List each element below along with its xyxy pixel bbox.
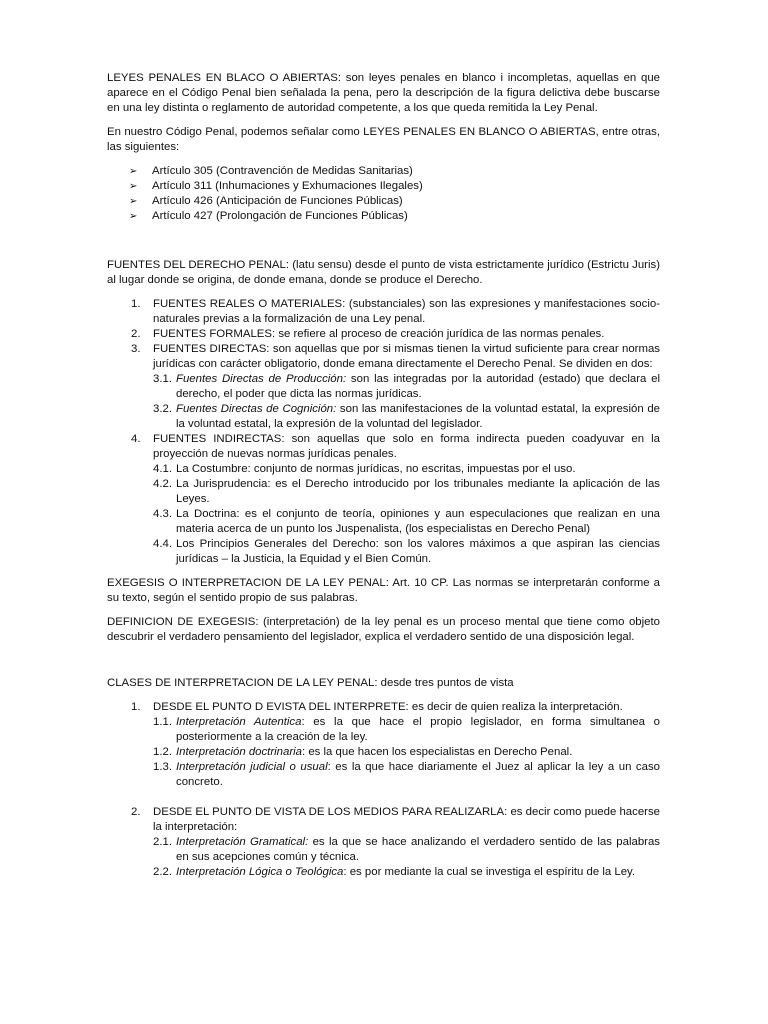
paragraph-fuentes-intro: FUENTES DEL DERECHO PENAL: (latu sensu) desde el punto de vista estrictamente jurídico (Estrictu Juris) al lugar donde se origina, de donde emana, donde se produce el Derecho. xyxy=(107,259,660,286)
medios-sublist xyxy=(153,835,660,880)
arrow-bullet-icon: ➢ xyxy=(129,166,138,177)
directas-sublist xyxy=(153,372,660,432)
list-item: ➢ Artículo 305 (Contravención de Medidas Sanitarias) xyxy=(129,165,413,177)
list-item: 1.1. Interpretación Autentica: es la que hace el propio legislador, en forma simultanea o posteriormente a la creación de la ley. xyxy=(153,716,660,743)
list-item: 1. DESDE EL PUNTO D EVISTA DEL INTERPRETE: es decir de quien realiza la interpretación. 1.1. Interpretación Autentica: es la que hace el propio legislador, en forma simultanea o posteriormente a la creación de la ley. 1.2. Interpretación doctrinaria: es la que hacen los especialistas en Derecho Penal. 1.3. Interpretación judicial o usual: es la que hace diariamente el Juez al aplicar la ley a un caso concreto. xyxy=(131,701,660,788)
list-item: ➢ Artículo 311 (Inhumaciones y Exhumaciones Ilegales) xyxy=(129,180,423,192)
list-item: ➢ Artículo 427 (Prolongación de Funciones Públicas) xyxy=(129,210,408,222)
articulos-list xyxy=(107,164,660,224)
list-item: 2. DESDE EL PUNTO DE VISTA DE LOS MEDIOS PARA REALIZARLA: es decir como puede hacerse la interpretación: 2.1. Interpretación Gramatical: es la que se hace analizando el verdadero sentido de las palabras en sus acepciones común y técnica. 2.2. Interpretación Lógica o Teológica: es por mediante la cual se investiga el espíritu de la Ley. xyxy=(131,806,660,878)
paragraph-exegesis: EXEGESIS O INTERPRETACION DE LA LEY PENAL: Art. 10 CP. Las normas se interpretarán conforme a su texto, según el sentido propio de sus palabras. xyxy=(107,577,660,604)
list-item: 4.2. La Jurisprudencia: es el Derecho introducido por los tribunales mediante la aplicación de las Leyes. xyxy=(153,478,660,505)
list-item: 4.1. La Costumbre: conjunto de normas jurídicas, no escritas, impuestas por el uso. xyxy=(153,463,576,475)
list-item: 4.4. Los Principios Generales del Derecho: son los valores máximos a que aspiran las ciencias jurídicas – la Justicia, la Equidad y el Bien Común. xyxy=(153,538,660,565)
paragraph-definicion-exegesis: DEFINICION DE EXEGESIS: (interpretación) de la ley penal es un proceso mental que tiene como objeto descubrir el verdadero pensamiento del legislador, explica el verdadero sentido de una disposición legal. xyxy=(107,616,660,643)
list-item: 1.3. Interpretación judicial o usual: es la que hace diariamente el Juez al aplicar la ley a un caso concreto. xyxy=(153,761,660,788)
arrow-bullet-icon: ➢ xyxy=(129,196,138,207)
list-item: 3. FUENTES DIRECTAS: son aquellas que por si mismas tienen la virtud suficiente para crear normas jurídicas con carácter obligatorio, donde emana directamente el Derecho Penal. Se dividen en dos: 3.1. Fuentes Directas de Producción: son las integradas por la autoridad (estado) que declara el derecho, el poder que dicta las normas jurídicas. 3.2. Fuentes Directas de Cognición: son las manifestaciones de la voluntad estatal, la expresión de la voluntad estatal, la expresión de la voluntad del legislador. xyxy=(131,343,661,430)
arrow-bullet-icon: ➢ xyxy=(129,211,138,222)
list-item: 1.2. Interpretación doctrinaria: es la que hacen los especialistas en Derecho Penal. xyxy=(153,746,573,758)
fuentes-list xyxy=(107,297,660,567)
indirectas-sublist xyxy=(153,462,660,567)
arrow-bullet-icon: ➢ xyxy=(129,181,138,192)
paragraph-clases-intro: CLASES DE INTERPRETACION DE LA LEY PENAL: desde tres puntos de vista xyxy=(107,677,514,689)
list-item: 4. FUENTES INDIRECTAS: son aquellas que solo en forma indirecta pueden coadyuvar en la proyección de nuevas normas jurídicas penales. 4.1. La Costumbre: conjunto de normas jurídicas, no escritas, impuestas por el uso. 4.2. La Jurisprudencia: es el Derecho introducido por los tribunales mediante la aplicación de las Leyes. 4.3. La Doctrina: es el conjunto de teoría, opiniones y aun especulaciones que realizan en una materia acerca de un punto los Juspenalista, (los especialistas en Derecho Penal) 4.4. Los Principios Generales del Derecho: son los valores máximos a que aspiran las ciencias jurídicas – la Justicia, la Equidad y el Bien Común. xyxy=(131,433,660,565)
clases-list xyxy=(107,700,660,880)
paragraph-leyes-penales-blanco: LEYES PENALES EN BLACO O ABIERTAS: son leyes penales en blanco i incompletas, aquellas en que aparece en el Código Penal bien señalada la pena, pero la descripción de la figura delictiva debe buscarse en una ley distinta o reglamento de autoridad competente, a los que queda remitida la Ley Penal. xyxy=(107,72,660,114)
list-item: 2.1. Interpretación Gramatical: es la que se hace analizando el verdadero sentido de las palabras en sus acepciones común y técnica. xyxy=(153,836,660,863)
document-body xyxy=(107,71,660,880)
list-item: ➢ Artículo 426 (Anticipación de Funciones Públicas) xyxy=(129,195,403,207)
list-item: 4.3. La Doctrina: es el conjunto de teoría, opiniones y aun especulaciones que realizan en una materia acerca de un punto los Juspenalista, (los especialistas en Derecho Penal) xyxy=(153,508,660,535)
list-item: 3.1. Fuentes Directas de Producción: son las integradas por la autoridad (estado) que declara el derecho, el poder que dicta las normas jurídicas. xyxy=(153,373,661,400)
paragraph-codigo-penal-intro: En nuestro Código Penal, podemos señalar como LEYES PENALES EN BLANCO O ABIERTAS, entre otras, las siguientes: xyxy=(107,126,660,153)
list-item: 1. FUENTES REALES O MATERIALES: (substanciales) son las expresiones y manifestaciones socio-naturales previas a la formalización de una Ley penal. xyxy=(131,298,660,325)
list-item: 2. FUENTES FORMALES: se refiere al proceso de creación jurídica de las normas penales. xyxy=(131,328,605,340)
list-item: 2.2. Interpretación Lógica o Teológica: es por mediante la cual se investiga el espíritu de la Ley. xyxy=(153,866,636,878)
list-item: 3.2. Fuentes Directas de Cognición: son las manifestaciones de la voluntad estatal, la expresión de la voluntad estatal, la expresión de la voluntad del legislador. xyxy=(153,403,660,430)
interprete-sublist xyxy=(153,715,660,790)
